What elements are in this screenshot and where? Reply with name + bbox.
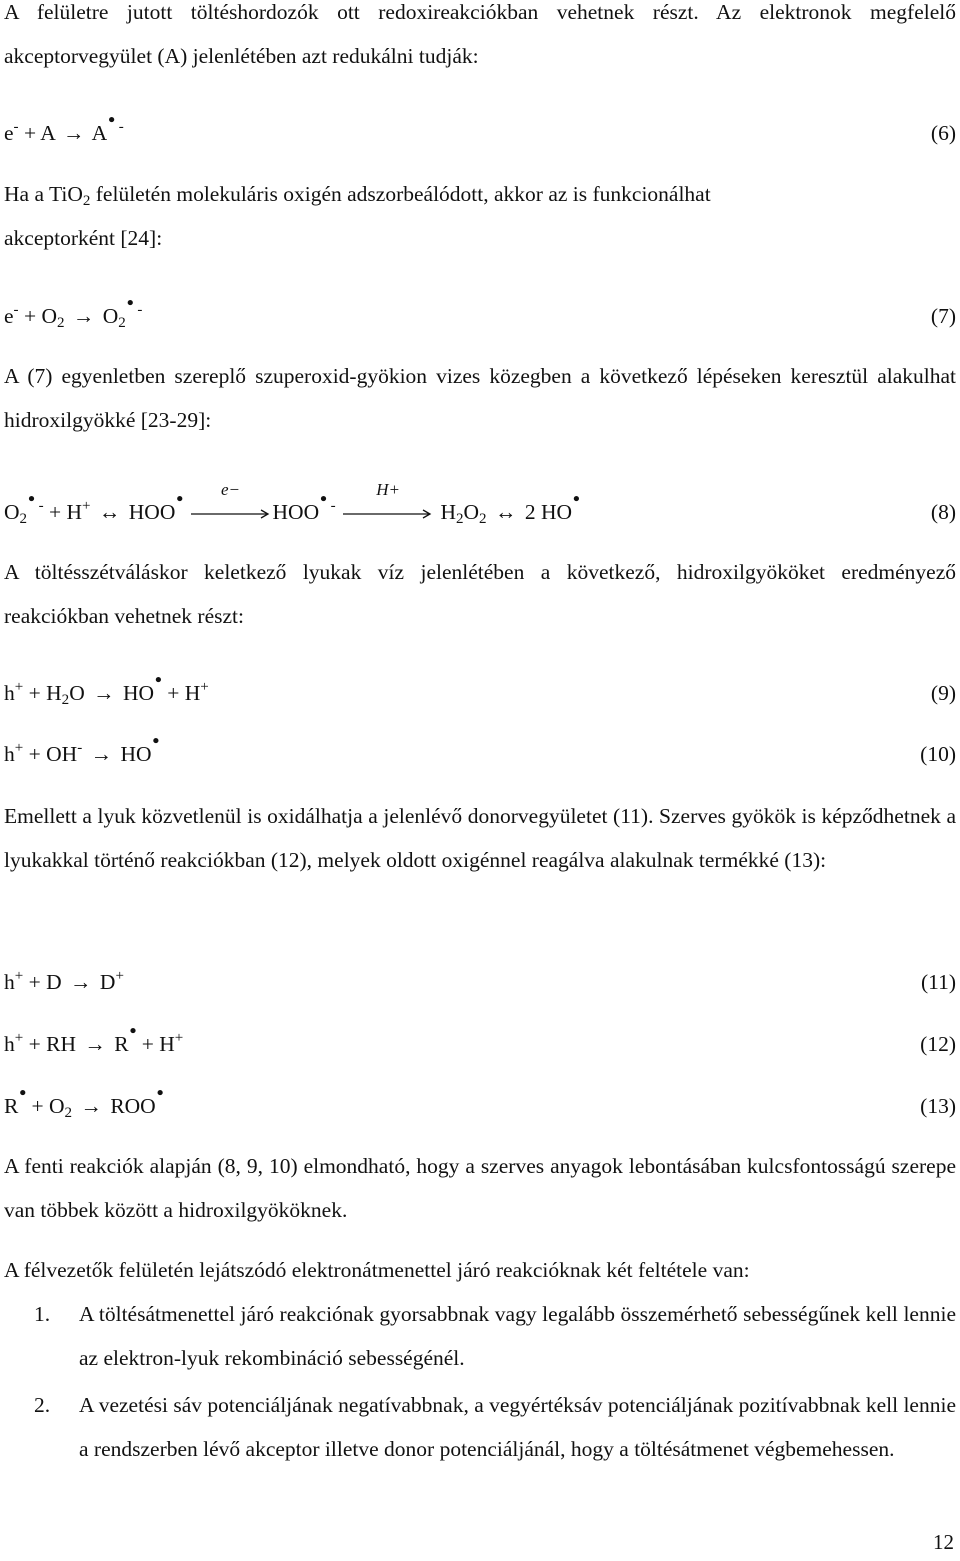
- equation-7: [4, 294, 956, 338]
- equation-11-formula: h+ + D → D+: [4, 967, 124, 994]
- list-item-text: A vezetési sáv potenciáljának negatívabbnak, a vegyértéksáv potenciáljának pozitívabbnak kell lennie a rendszerben lévő akceptor illetve donor potenciáljánál, hogy a töltésátmenet végbemehessen.: [79, 1393, 956, 1461]
- equation-9-formula: $h^+ + H_2O$ → HO• + H+: [4, 669, 209, 708]
- equation-12: [4, 1022, 956, 1066]
- equation-10-formula: h+ + OH- → HO•: [4, 730, 160, 766]
- equation-11-number: (11): [920, 970, 956, 994]
- equation-7-number: (7): [930, 304, 956, 328]
- equation-12-number: (12): [920, 1032, 956, 1056]
- list-item-text: A töltésátmenettel járó reakciónak gyorsabbnak vagy legalább összemérhető sebességűnek kell lennie az elektron-lyuk rekombináció sebességénél.: [79, 1302, 956, 1370]
- arrow-proton: H+: [343, 504, 433, 524]
- equation-8-number: (8): [930, 500, 956, 524]
- paragraph-superoxide: A (7) egyenletben szereplő szuperoxid-gyökion vizes közegben a következő lépéseken keresztül alakulhat hidroxilgyökké [23-29]:: [4, 364, 956, 432]
- equation-11: [4, 960, 956, 1004]
- equation-10-number: (10): [920, 742, 956, 766]
- equation-12-formula: h+ + RH → R• + H+: [4, 1020, 184, 1056]
- equation-13-formula: R• + $O_2$ → ROO•: [4, 1082, 164, 1121]
- list-item-number: 1.: [34, 1302, 51, 1326]
- equation-6-number: (6): [930, 121, 956, 145]
- equation-9: [4, 671, 956, 715]
- list-item-number: 2.: [34, 1393, 51, 1417]
- paragraph-holes: A töltésszétváláskor keletkező lyukak víz jelenlétében a következő, hidroxilgyököket eredményező reakciókban vehetnek részt:: [4, 560, 956, 628]
- equation-8-formula: $O_2•$ - + H+ ↔ HOO• e− HOO• - H+ $H_2O_2$ ↔ 2 HO•: [4, 480, 580, 527]
- equation-6-formula: e- + A → A• -: [4, 109, 124, 145]
- paragraph-intro: A felületre jutott töltéshordozók ott redoxireakciókban vehetnek részt. Az elektronok megfelelő akceptorvegyület (A) jelenlétében azt redukálni tudják:: [4, 0, 956, 68]
- equation-13-number: (13): [920, 1094, 956, 1118]
- equation-6: [4, 111, 956, 155]
- paragraph-oxidation: Emellett a lyuk közvetlenül is oxidálhatja a jelenlévő donorvegyületet (11). Szerves gyökök is képződhetnek a lyukakkal történő reakciókban (12), melyek oldott oxigénnel reagálva alakulnak termékké (13):: [4, 804, 956, 872]
- equation-7-formula: $e^- + O_2$ → $O_2•$ -: [4, 292, 143, 331]
- equation-10: [4, 732, 956, 776]
- paragraph-conditions: A félvezetők felületén lejátszódó elektronátmenettel járó reakcióknak két feltétele van:: [4, 1258, 750, 1282]
- equation-9-number: (9): [930, 681, 956, 705]
- arrow-electron: e−: [191, 504, 271, 524]
- paragraph-tio2: Ha a TiO$_2$ felületén molekuláris oxigén adszorbeálódott, akkor az is funkcionálhat akceptorként [24]:: [4, 182, 711, 250]
- equation-13: [4, 1084, 956, 1128]
- page-number: 12: [933, 1530, 954, 1554]
- equation-8: [4, 480, 956, 534]
- paragraph-conclusion: A fenti reakciók alapján (8, 9, 10) elmondható, hogy a szerves anyagok lebontásában kulcsfontosságú szerepe van többek között a hidroxilgyököknek.: [4, 1154, 956, 1222]
